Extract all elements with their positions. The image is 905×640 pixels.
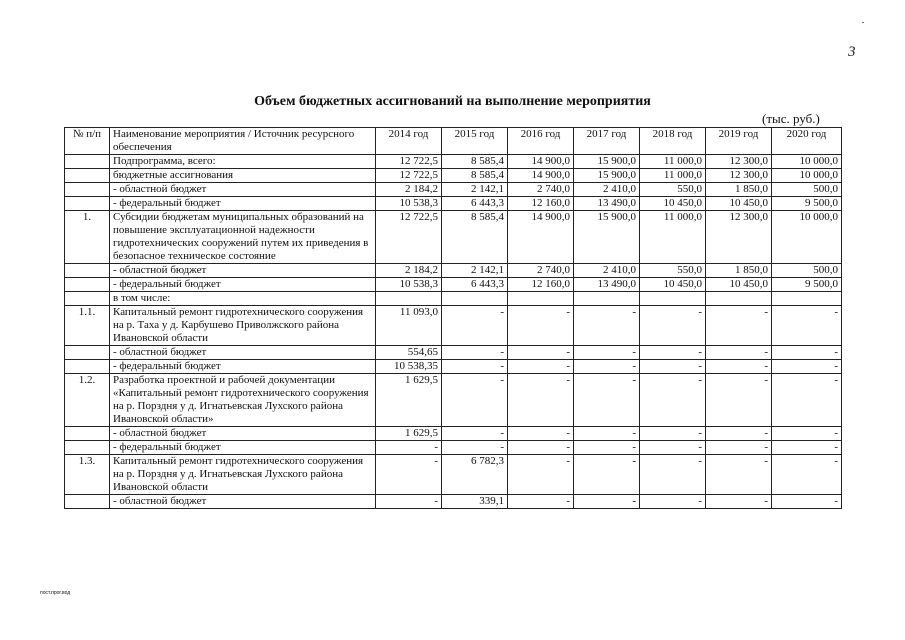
value-cell: - — [706, 306, 772, 346]
table-row — [65, 360, 842, 374]
value-cell: 13 490,0 — [574, 278, 640, 292]
row-number-cell — [65, 427, 110, 441]
table-row — [65, 441, 842, 455]
header-num: № п/п — [65, 128, 110, 155]
footer-note: пост.прог.вод — [40, 590, 71, 596]
table-row — [65, 346, 842, 360]
value-cell: - — [574, 441, 640, 455]
value-cell: - — [574, 455, 640, 495]
value-cell: 14 900,0 — [508, 155, 574, 169]
value-cell: 8 585,4 — [442, 155, 508, 169]
value-cell: 10 538,3 — [376, 278, 442, 292]
value-cell: 500,0 — [772, 183, 842, 197]
value-cell: - — [706, 441, 772, 455]
row-number-cell: 1.3. — [65, 455, 110, 495]
value-cell: - — [574, 306, 640, 346]
row-name-cell: - федеральный бюджет — [110, 360, 376, 374]
value-cell: 2 184,2 — [376, 183, 442, 197]
value-cell: 9 500,0 — [772, 278, 842, 292]
value-cell: - — [772, 360, 842, 374]
value-cell: 6 782,3 — [442, 455, 508, 495]
table-header-row — [65, 128, 842, 155]
value-cell — [772, 292, 842, 306]
row-number-cell — [65, 441, 110, 455]
value-cell: 500,0 — [772, 264, 842, 278]
value-cell: - — [640, 455, 706, 495]
row-number-cell — [65, 197, 110, 211]
value-cell: 10 450,0 — [640, 278, 706, 292]
table-row — [65, 155, 842, 169]
value-cell: - — [574, 346, 640, 360]
header-year: 2014 год — [376, 128, 442, 155]
value-cell: - — [640, 495, 706, 509]
value-cell: - — [508, 455, 574, 495]
row-name-cell: - федеральный бюджет — [110, 441, 376, 455]
value-cell: - — [508, 374, 574, 427]
row-number-cell — [65, 292, 110, 306]
value-cell: - — [772, 495, 842, 509]
row-name-cell: - областной бюджет — [110, 346, 376, 360]
row-number-cell — [65, 360, 110, 374]
value-cell: - — [376, 441, 442, 455]
table-row — [65, 455, 842, 495]
value-cell: 10 000,0 — [772, 155, 842, 169]
value-cell: 12 722,5 — [376, 169, 442, 183]
value-cell — [640, 292, 706, 306]
value-cell: 6 443,3 — [442, 197, 508, 211]
value-cell: - — [508, 441, 574, 455]
value-cell: - — [772, 306, 842, 346]
value-cell — [574, 292, 640, 306]
value-cell: 12 160,0 — [508, 197, 574, 211]
value-cell: 12 300,0 — [706, 211, 772, 264]
value-cell: 10 450,0 — [706, 278, 772, 292]
row-number-cell: 1. — [65, 211, 110, 264]
value-cell: - — [640, 441, 706, 455]
value-cell: - — [706, 374, 772, 427]
value-cell: 1 850,0 — [706, 264, 772, 278]
value-cell: - — [706, 346, 772, 360]
page-title: Объем бюджетных ассигнований на выполнение мероприятия — [254, 94, 651, 109]
units-label: (тыс. руб.) — [762, 111, 820, 126]
value-cell: - — [640, 306, 706, 346]
value-cell: - — [706, 360, 772, 374]
row-name-cell: Подпрограмма, всего: — [110, 155, 376, 169]
value-cell: 15 900,0 — [574, 211, 640, 264]
value-cell: - — [772, 441, 842, 455]
value-cell: - — [508, 427, 574, 441]
table-row — [65, 264, 842, 278]
value-cell: 10 000,0 — [772, 169, 842, 183]
value-cell — [706, 292, 772, 306]
row-name-cell: Капитальный ремонт гидротехнического сооружения на р. Таха у д. Карбушево Приволжского района Ивановской области — [110, 306, 376, 346]
row-name-cell: - областной бюджет — [110, 427, 376, 441]
value-cell: - — [442, 360, 508, 374]
value-cell: - — [640, 427, 706, 441]
row-name-cell: в том числе: — [110, 292, 376, 306]
value-cell: 1 850,0 — [706, 183, 772, 197]
table-row — [65, 374, 842, 427]
value-cell: 550,0 — [640, 183, 706, 197]
value-cell: 8 585,4 — [442, 211, 508, 264]
value-cell: 8 585,4 — [442, 169, 508, 183]
header-year: 2017 год — [574, 128, 640, 155]
value-cell: - — [772, 374, 842, 427]
value-cell: - — [508, 360, 574, 374]
table-row — [65, 495, 842, 509]
row-number-cell: 1.1. — [65, 306, 110, 346]
value-cell: - — [706, 427, 772, 441]
value-cell: 554,65 — [376, 346, 442, 360]
value-cell: - — [640, 374, 706, 427]
value-cell: - — [772, 346, 842, 360]
value-cell: - — [574, 374, 640, 427]
value-cell: 12 300,0 — [706, 155, 772, 169]
header-year: 2020 год — [772, 128, 842, 155]
table-row — [65, 169, 842, 183]
value-cell: 339,1 — [442, 495, 508, 509]
scan-speck — [862, 22, 864, 23]
value-cell — [376, 292, 442, 306]
value-cell: 12 722,5 — [376, 155, 442, 169]
value-cell: - — [574, 427, 640, 441]
row-name-cell: Разработка проектной и рабочей документации «Капитальный ремонт гидротехнического сооружения на р. Порздня у д. Игнатьевская Лухского района Ивановской области» — [110, 374, 376, 427]
budget-table — [64, 127, 842, 509]
value-cell: 2 410,0 — [574, 264, 640, 278]
value-cell: 14 900,0 — [508, 211, 574, 264]
value-cell: 2 142,1 — [442, 264, 508, 278]
value-cell: 2 410,0 — [574, 183, 640, 197]
table-row — [65, 427, 842, 441]
row-name-cell: бюджетные ассигнования — [110, 169, 376, 183]
value-cell: 14 900,0 — [508, 169, 574, 183]
value-cell: 12 300,0 — [706, 169, 772, 183]
value-cell: 11 000,0 — [640, 155, 706, 169]
value-cell: - — [772, 455, 842, 495]
row-number-cell: 1.2. — [65, 374, 110, 427]
value-cell: 6 443,3 — [442, 278, 508, 292]
value-cell: 12 160,0 — [508, 278, 574, 292]
row-name-cell: - областной бюджет — [110, 183, 376, 197]
value-cell: - — [508, 306, 574, 346]
value-cell: - — [442, 427, 508, 441]
value-cell: 9 500,0 — [772, 197, 842, 211]
value-cell: - — [376, 455, 442, 495]
value-cell: 11 000,0 — [640, 169, 706, 183]
value-cell: 10 538,35 — [376, 360, 442, 374]
value-cell: 2 740,0 — [508, 264, 574, 278]
row-number-cell — [65, 495, 110, 509]
value-cell: 2 184,2 — [376, 264, 442, 278]
value-cell: - — [442, 306, 508, 346]
value-cell: 11 093,0 — [376, 306, 442, 346]
value-cell: 10 538,3 — [376, 197, 442, 211]
value-cell: - — [508, 495, 574, 509]
row-name-cell: - федеральный бюджет — [110, 197, 376, 211]
header-year: 2018 год — [640, 128, 706, 155]
value-cell: 15 900,0 — [574, 169, 640, 183]
value-cell: - — [376, 495, 442, 509]
row-name-cell: Капитальный ремонт гидротехнического сооружения на р. Порздня у д. Игнатьевская Лухского района Ивановской области — [110, 455, 376, 495]
value-cell: 2 142,1 — [442, 183, 508, 197]
table-row — [65, 278, 842, 292]
row-name-cell: - областной бюджет — [110, 264, 376, 278]
row-number-cell — [65, 169, 110, 183]
value-cell: - — [508, 346, 574, 360]
table-row — [65, 292, 842, 306]
value-cell: - — [640, 360, 706, 374]
value-cell: - — [442, 374, 508, 427]
page-number: 3 — [848, 44, 856, 60]
table-row — [65, 183, 842, 197]
value-cell: 1 629,5 — [376, 427, 442, 441]
row-number-cell — [65, 155, 110, 169]
header-year: 2016 год — [508, 128, 574, 155]
value-cell: - — [706, 495, 772, 509]
header-year: 2015 год — [442, 128, 508, 155]
value-cell: 1 629,5 — [376, 374, 442, 427]
value-cell: 10 450,0 — [640, 197, 706, 211]
row-number-cell — [65, 278, 110, 292]
value-cell: 15 900,0 — [574, 155, 640, 169]
row-number-cell — [65, 183, 110, 197]
table-row — [65, 211, 842, 264]
value-cell: 550,0 — [640, 264, 706, 278]
table-row — [65, 306, 842, 346]
table-row — [65, 197, 842, 211]
row-name-cell: Субсидии бюджетам муниципальных образований на повышение эксплуатационной надежности гидротехнических сооружений путем их приведения в безопасное техническое состояние — [110, 211, 376, 264]
value-cell: - — [442, 346, 508, 360]
value-cell: - — [574, 360, 640, 374]
row-name-cell: - областной бюджет — [110, 495, 376, 509]
value-cell — [442, 292, 508, 306]
value-cell: - — [574, 495, 640, 509]
value-cell — [508, 292, 574, 306]
value-cell: - — [706, 455, 772, 495]
row-name-cell: - федеральный бюджет — [110, 278, 376, 292]
row-number-cell — [65, 264, 110, 278]
value-cell: 2 740,0 — [508, 183, 574, 197]
value-cell: 12 722,5 — [376, 211, 442, 264]
value-cell: 13 490,0 — [574, 197, 640, 211]
value-cell: 10 450,0 — [706, 197, 772, 211]
row-number-cell — [65, 346, 110, 360]
value-cell: - — [772, 427, 842, 441]
header-year: 2019 год — [706, 128, 772, 155]
value-cell: 10 000,0 — [772, 211, 842, 264]
header-name: Наименование мероприятия / Источник ресурсного обеспечения — [110, 128, 376, 155]
value-cell: - — [640, 346, 706, 360]
value-cell: 11 000,0 — [640, 211, 706, 264]
value-cell: - — [442, 441, 508, 455]
table-body — [65, 155, 842, 509]
